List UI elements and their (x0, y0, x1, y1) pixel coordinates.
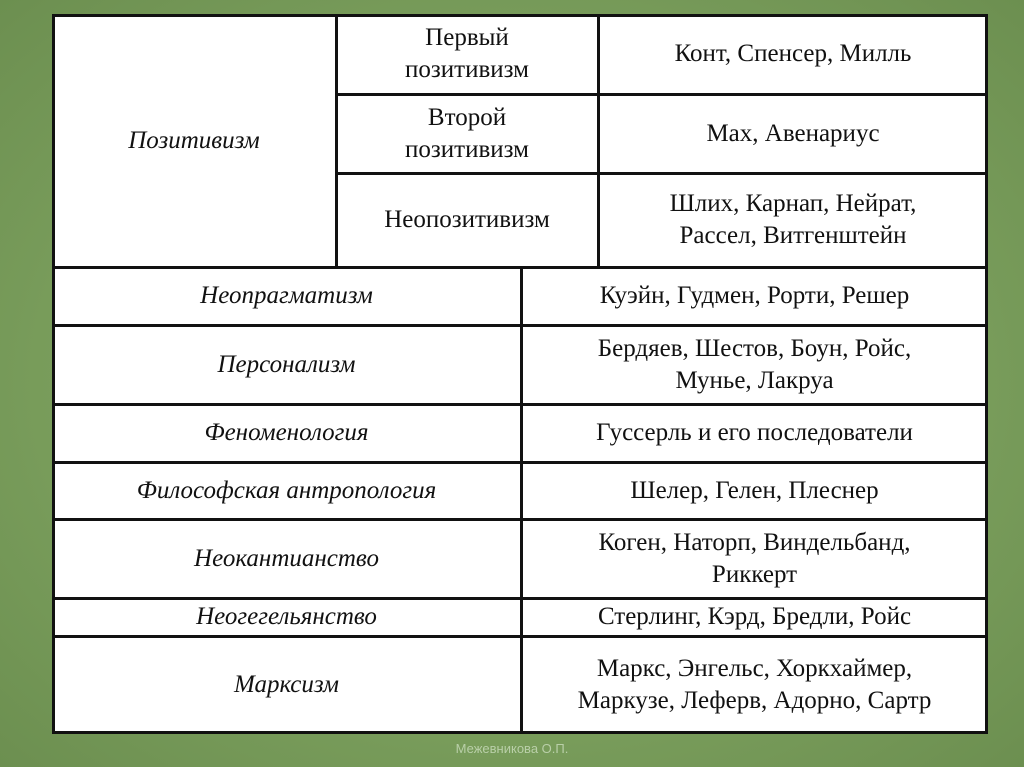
school-name: Неогегельянство (196, 603, 377, 630)
school-name: Неопрагматизм (200, 282, 373, 309)
philosophers-cell: Гуссерль и его последователи (596, 419, 913, 446)
table-border-right (985, 14, 988, 734)
column-divider (597, 14, 600, 268)
school-name: Философская антропология (136, 476, 437, 504)
author-footer: Межевникова О.П. (455, 741, 569, 756)
school-name: Персонализм (217, 350, 356, 378)
philosophers-cell: Шелер, Гелен, Плеснер (630, 476, 879, 504)
row-divider (336, 172, 988, 175)
school-name: Неокантианство (194, 544, 379, 572)
philosophy-schools-table (52, 14, 988, 734)
table-border-top (52, 14, 988, 17)
philosophers-cell: Бердяев, Шестов, Боун, Ройс, Мунье, Лакруа (597, 334, 912, 394)
philosophers-cell: Коген, Наторп, Виндельбанд, Риккерт (598, 528, 911, 588)
philosophers-cell: Стерлинг, Кэрд, Бредли, Ройс (597, 603, 912, 630)
positivism-sub-label: Первый позитивизм (405, 24, 529, 83)
table-border-left (52, 14, 55, 734)
positivism-sub-label: Неопозитивизм (384, 206, 550, 233)
row-divider (336, 93, 988, 96)
philosophers-cell: Куэйн, Гудмен, Рорти, Решер (599, 282, 910, 309)
philosophers-cell: Конт, Спенсер, Милль (674, 40, 912, 67)
positivism-sub-label: Второй позитивизм (405, 103, 529, 163)
column-divider (520, 266, 523, 734)
school-name-positivism: Позитивизм (128, 126, 260, 154)
philosophers-cell: Шлих, Карнап, Нейрат, Рассел, Витгенштейн (669, 190, 917, 249)
column-divider (335, 14, 338, 268)
school-name: Феноменология (204, 419, 369, 446)
school-name: Марксизм (234, 671, 339, 698)
philosophers-cell: Маркс, Энгельс, Хоркхаймер, Маркузе, Леферв, Адорно, Сартр (577, 655, 932, 714)
philosophers-cell: Мах, Авенариус (706, 119, 880, 147)
